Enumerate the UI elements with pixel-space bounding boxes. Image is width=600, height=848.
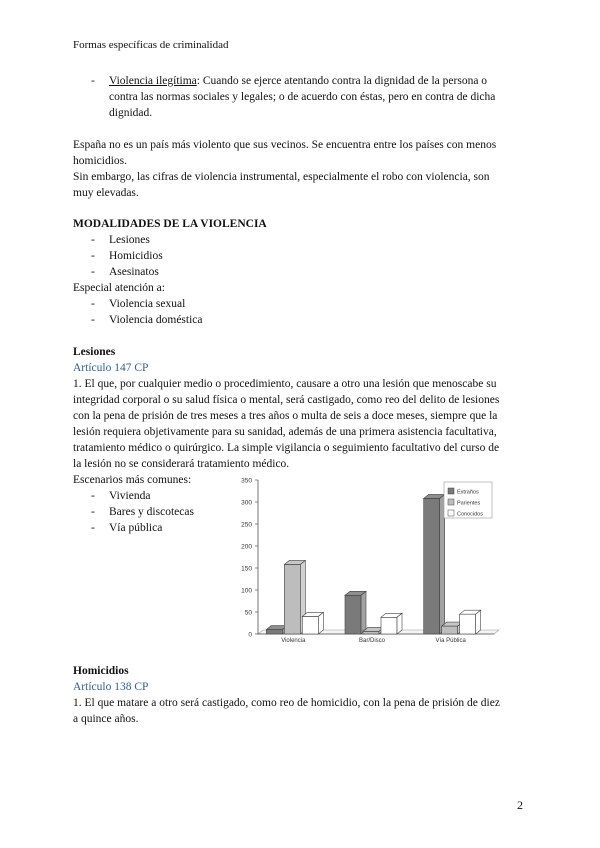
legend-swatch: [448, 488, 454, 494]
modalidad-item: Homicidios: [109, 250, 163, 262]
escenario-item: Bares y discotecas: [109, 506, 194, 518]
lesiones-text-line: con la pena de prisión de tres meses a tres años o multa de seis a doce meses, siempre que la: [73, 410, 498, 422]
bullet-dash: -: [91, 522, 95, 534]
y-tick-label: 200: [241, 543, 252, 551]
violencia-ilegitima-line2: contra las normas sociales y legales; o de acuerdo con éstas, pero en contra de dicha: [109, 91, 496, 103]
bullet-dash: -: [91, 266, 95, 278]
y-tick-label: 250: [241, 521, 252, 529]
bar-side: [318, 612, 323, 634]
bar-front: [266, 630, 282, 634]
escenarios-bar-chart: [226, 476, 502, 650]
bar-front: [442, 626, 458, 634]
y-tick-label: 50: [244, 609, 252, 617]
escenarios-label: Escenarios más comunes:: [73, 474, 192, 486]
bullet-dash: -: [91, 75, 95, 87]
x-tick-label: Violencia: [281, 638, 306, 644]
bar-side: [361, 591, 366, 634]
running-header: Formas específicas de criminalidad: [73, 39, 229, 51]
espana-line3: Sin embargo, las cifras de violencia instrumental, especialmente el robo con violencia, son: [73, 171, 490, 183]
legend-label: Parientes: [457, 500, 481, 507]
bar-front: [460, 614, 476, 634]
espana-line4: muy elevadas.: [73, 187, 139, 199]
bullet-dash: -: [91, 298, 95, 310]
lesiones-text-line: integridad corporal o su salud física o mental, será castigado, como reo del delito de lesiones: [73, 394, 500, 406]
modalidad-item: Lesiones: [109, 234, 150, 246]
violencia-ilegitima-line1: [109, 73, 487, 89]
modalidad-item: Asesinatos: [109, 266, 159, 278]
homicidios-line1: 1. El que matare a otro será castigado, como reo de homicidio, con la pena de prisión de diez: [73, 697, 500, 709]
legend-swatch: [448, 499, 454, 505]
lesiones-article: Artículo 147 CP: [73, 362, 149, 374]
bar-front: [302, 616, 318, 634]
lesiones-heading: Lesiones: [73, 346, 116, 358]
violencia-ilegitima-line3: dignidad.: [109, 107, 153, 119]
espana-line2: homicidios.: [73, 155, 127, 167]
legend-swatch: [448, 510, 454, 516]
y-tick-label: 100: [241, 587, 252, 595]
homicidios-article: Artículo 138 CP: [73, 681, 149, 693]
bullet-dash: -: [91, 250, 95, 262]
modalidades-heading: MODALIDADES DE LA VIOLENCIA: [73, 218, 267, 230]
bar-front: [424, 498, 440, 634]
violencia-ilegitima-text: : Cuando se ejerce atentando contra la dignidad de la persona o: [196, 75, 488, 87]
especial-item: Violencia sexual: [109, 298, 186, 310]
lesiones-text-line: 1. El que, por cualquier medio o procedimiento, causare a otro una lesión que menoscabe su: [73, 378, 497, 390]
violencia-ilegitima-term: Violencia ilegítima: [109, 75, 197, 87]
bullet-dash: -: [91, 314, 95, 326]
bar-front: [284, 564, 300, 634]
bullet-dash: -: [91, 490, 95, 502]
bar-side: [397, 613, 402, 634]
x-tick-label: Bar/Disco: [358, 638, 386, 644]
legend-label: Conocidos: [457, 511, 483, 518]
y-tick-label: 0: [248, 631, 252, 639]
bullet-dash: -: [91, 506, 95, 518]
homicidios-heading: Homicidios: [73, 665, 129, 677]
escenario-item: Vía pública: [109, 522, 163, 534]
bar-side: [476, 610, 481, 634]
bar-front: [381, 617, 397, 634]
legend-label: Extraños: [457, 489, 479, 496]
x-tick-label: Vía Pública: [435, 638, 466, 644]
y-tick-label: 350: [241, 477, 252, 485]
page-number: 2: [517, 798, 523, 812]
lesiones-text-line: la lesión no se considerará tratamiento médico.: [73, 458, 290, 470]
escenario-item: Vivienda: [109, 490, 151, 502]
bar-front: [363, 631, 379, 634]
espana-line1: España no es un país más violento que sus vecinos. Se encuentra entre los países con menos: [73, 139, 497, 151]
lesiones-text-line: tratamiento médico o quirúrgico. La simple vigilancia o seguimiento facultativo del curso de: [73, 442, 500, 454]
bullet-dash: -: [91, 234, 95, 246]
y-tick-label: 300: [241, 499, 252, 507]
lesiones-text-line: lesión requiera objetivamente para su sanidad, además de una primera asistencia facultativa,: [73, 426, 497, 438]
especial-atencion: Especial atención a:: [73, 282, 165, 294]
homicidios-line2: a quince años.: [73, 713, 139, 725]
especial-item: Violencia doméstica: [109, 314, 203, 326]
y-tick-label: 150: [241, 565, 252, 573]
bar-front: [345, 595, 361, 634]
